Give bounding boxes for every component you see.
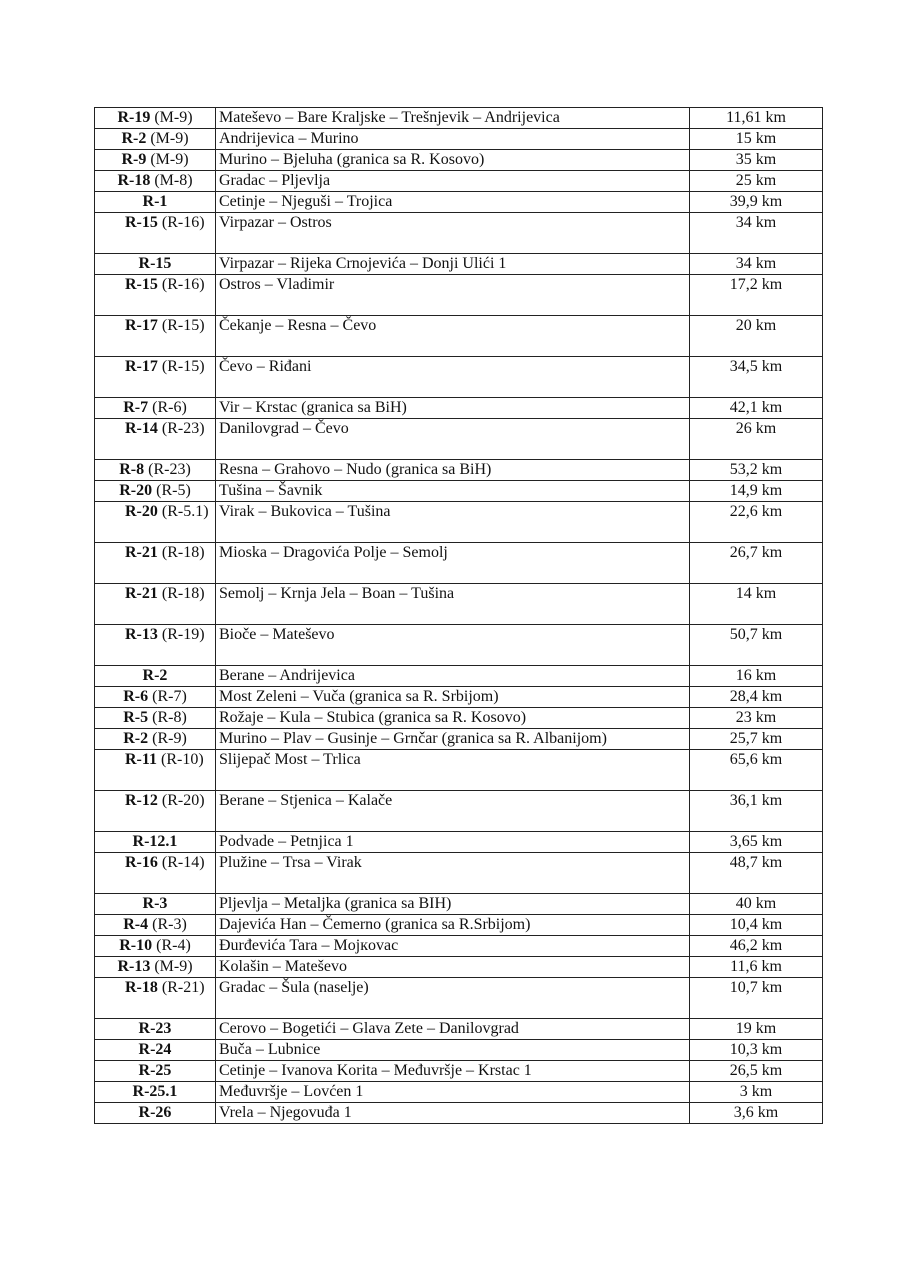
- route-cell: Resna – Grahovo – Nudo (granica sa BiH): [216, 460, 690, 481]
- road-code: R-16: [125, 854, 158, 871]
- length-cell: 34 km: [690, 254, 823, 275]
- route-cell: Most Zeleni – Vuča (granica sa R. Srbijom): [216, 687, 690, 708]
- road-code-cell: [95, 666, 216, 687]
- table-row: [95, 1040, 823, 1061]
- table-row: [95, 978, 823, 1019]
- road-code-cell: [95, 398, 216, 419]
- length-cell: 19 km: [690, 1019, 823, 1040]
- length-cell: 65,6 km: [690, 750, 823, 791]
- length-cell: 35 km: [690, 150, 823, 171]
- table-row: [95, 894, 823, 915]
- route-cell: Danilovgrad – Čevo: [216, 419, 690, 460]
- route-cell: Gradac – Šula (naselje): [216, 978, 690, 1019]
- table-row: [95, 915, 823, 936]
- table-row: [95, 853, 823, 894]
- table-row: [95, 791, 823, 832]
- length-cell: 11,6 km: [690, 957, 823, 978]
- regional-roads-table: [94, 107, 823, 1124]
- road-code-suffix: (R-16): [157, 276, 205, 293]
- road-code-cell: [95, 150, 216, 171]
- length-cell: 10,7 km: [690, 978, 823, 1019]
- road-code: R-2: [123, 730, 149, 747]
- road-code-cell: [95, 1019, 216, 1040]
- road-code-cell: [95, 1082, 216, 1103]
- table-row: [95, 460, 823, 481]
- table-row: [95, 481, 823, 502]
- route-cell: Plužine – Trsa – Virak: [216, 853, 690, 894]
- road-code-suffix: (R-6): [148, 399, 187, 416]
- table-row: [95, 1082, 823, 1103]
- length-cell: 25,7 km: [690, 729, 823, 750]
- road-code-cell: [95, 213, 216, 254]
- length-cell: 28,4 km: [690, 687, 823, 708]
- table-row: [95, 708, 823, 729]
- route-cell: Murino – Plav – Gusinje – Grnčar (granica sa R. Albanijom): [216, 729, 690, 750]
- road-code: R-20: [119, 482, 153, 499]
- table-row: [95, 213, 823, 254]
- road-code: R-17: [125, 358, 158, 375]
- length-cell: 25 km: [690, 171, 823, 192]
- road-code-cell: [95, 729, 216, 750]
- table-row: [95, 750, 823, 791]
- length-cell: 26,7 km: [690, 543, 823, 584]
- road-code: R-19: [117, 109, 151, 126]
- road-code-suffix: (R-23): [157, 420, 205, 437]
- route-cell: Rožaje – Kula – Stubica (granica sa R. Kosovo): [216, 708, 690, 729]
- road-code: R-15: [138, 255, 172, 272]
- route-cell: Ostros – Vladimir: [216, 275, 690, 316]
- length-cell: 15 km: [690, 129, 823, 150]
- length-cell: 39,9 km: [690, 192, 823, 213]
- road-code-suffix: (R-18): [157, 585, 205, 602]
- road-code-cell: [95, 957, 216, 978]
- road-code-cell: [95, 171, 216, 192]
- road-code-suffix: (R-19): [157, 626, 205, 643]
- length-cell: 34 km: [690, 213, 823, 254]
- road-code-cell: [95, 978, 216, 1019]
- length-cell: 53,2 km: [690, 460, 823, 481]
- route-cell: Virpazar – Ostros: [216, 213, 690, 254]
- road-code: R-4: [123, 916, 149, 933]
- table-row: [95, 687, 823, 708]
- road-code: R-25: [138, 1062, 172, 1079]
- route-cell: Čevo – Riđani: [216, 357, 690, 398]
- road-code-cell: [95, 708, 216, 729]
- road-code: R-10: [119, 937, 153, 954]
- route-cell: Dajevića Han – Čemerno (granica sa R.Srbijom): [216, 915, 690, 936]
- route-cell: Cetinje – Ivanova Korita – Međuvršje – Krstac 1: [216, 1061, 690, 1082]
- road-code-cell: [95, 108, 216, 129]
- table-row: [95, 150, 823, 171]
- route-cell: Slijepač Most – Trlica: [216, 750, 690, 791]
- length-cell: 40 km: [690, 894, 823, 915]
- road-code: R-2: [121, 130, 147, 147]
- route-cell: Pljevlja – Metaljka (granica sa BIH): [216, 894, 690, 915]
- route-cell: Andrijevica – Murino: [216, 129, 690, 150]
- table-row: [95, 192, 823, 213]
- route-cell: Gradac – Pljevlja: [216, 171, 690, 192]
- road-code: R-25.1: [132, 1083, 178, 1100]
- route-cell: Mioska – Dragovića Polje – Semolj: [216, 543, 690, 584]
- table-row: [95, 275, 823, 316]
- road-code-suffix: (R-5.1): [157, 503, 209, 520]
- length-cell: 20 km: [690, 316, 823, 357]
- route-cell: Podvade – Petnjica 1: [216, 832, 690, 853]
- length-cell: 26 km: [690, 419, 823, 460]
- length-cell: 22,6 km: [690, 502, 823, 543]
- road-code: R-18: [125, 979, 158, 996]
- length-cell: 14 km: [690, 584, 823, 625]
- road-code-cell: [95, 853, 216, 894]
- route-cell: Buča – Lubnice: [216, 1040, 690, 1061]
- route-cell: Mateševo – Bare Kraljske – Trešnjevik – Andrijevica: [216, 108, 690, 129]
- table-row: [95, 357, 823, 398]
- road-code: R-17: [125, 317, 158, 334]
- road-code-cell: [95, 419, 216, 460]
- road-code-suffix: (R-15): [157, 358, 205, 375]
- length-cell: 23 km: [690, 708, 823, 729]
- road-code-suffix: (M-9): [150, 109, 193, 126]
- road-code-cell: [95, 936, 216, 957]
- road-code-cell: [95, 192, 216, 213]
- road-code-suffix: (R-23): [144, 461, 191, 478]
- table-row: [95, 1061, 823, 1082]
- road-code: R-7: [123, 399, 149, 416]
- road-code: R-26: [138, 1104, 172, 1121]
- table-row: [95, 1103, 823, 1124]
- road-code-cell: [95, 915, 216, 936]
- road-code-suffix: (M-9): [150, 958, 193, 975]
- table-row: [95, 1019, 823, 1040]
- length-cell: 3,6 km: [690, 1103, 823, 1124]
- table-row: [95, 957, 823, 978]
- table-row: [95, 832, 823, 853]
- road-code: R-6: [123, 688, 149, 705]
- route-cell: Čekanje – Resna – Čevo: [216, 316, 690, 357]
- road-code: R-15: [125, 214, 158, 231]
- road-code: R-14: [125, 420, 158, 437]
- table-row: [95, 729, 823, 750]
- road-code-cell: [95, 894, 216, 915]
- route-cell: Virpazar – Rijeka Crnojevića – Donji Ulići 1: [216, 254, 690, 275]
- road-code-cell: [95, 460, 216, 481]
- length-cell: 10,4 km: [690, 915, 823, 936]
- road-code: R-18: [117, 172, 151, 189]
- table-row: [95, 666, 823, 687]
- route-cell: Virak – Bukovica – Tušina: [216, 502, 690, 543]
- length-cell: 14,9 km: [690, 481, 823, 502]
- road-code: R-3: [142, 895, 168, 912]
- length-cell: 16 km: [690, 666, 823, 687]
- length-cell: 46,2 km: [690, 936, 823, 957]
- road-code-cell: [95, 129, 216, 150]
- route-cell: Murino – Bjeluha (granica sa R. Kosovo): [216, 150, 690, 171]
- route-cell: Berane – Stjenica – Kalače: [216, 791, 690, 832]
- table-row: [95, 936, 823, 957]
- road-code-suffix: (R-5): [152, 482, 191, 499]
- road-code: R-8: [119, 461, 145, 478]
- road-code-suffix: (M-8): [150, 172, 193, 189]
- route-cell: Cerovo – Bogetići – Glava Zete – Danilovgrad: [216, 1019, 690, 1040]
- road-code-suffix: (R-8): [148, 709, 187, 726]
- length-cell: 42,1 km: [690, 398, 823, 419]
- route-cell: Vrela – Njegovuđa 1: [216, 1103, 690, 1124]
- road-code: R-24: [138, 1041, 172, 1058]
- road-code-cell: [95, 584, 216, 625]
- length-cell: 10,3 km: [690, 1040, 823, 1061]
- road-code: R-2: [142, 667, 168, 684]
- road-code-suffix: (M-9): [146, 151, 189, 168]
- road-code-cell: [95, 791, 216, 832]
- length-cell: 34,5 km: [690, 357, 823, 398]
- road-code-cell: [95, 687, 216, 708]
- road-code-suffix: (R-9): [148, 730, 187, 747]
- table-row: [95, 254, 823, 275]
- road-code: R-1: [142, 193, 168, 210]
- road-code: R-12: [125, 792, 158, 809]
- length-cell: 11,61 km: [690, 108, 823, 129]
- road-code: R-11: [125, 751, 157, 768]
- length-cell: 48,7 km: [690, 853, 823, 894]
- road-code-suffix: (R-3): [148, 916, 187, 933]
- road-code-cell: [95, 750, 216, 791]
- table-row: [95, 543, 823, 584]
- route-cell: Đurđevića Tara – Mojкovac: [216, 936, 690, 957]
- road-code: R-21: [125, 544, 158, 561]
- road-code-suffix: (M-9): [146, 130, 189, 147]
- road-code: R-21: [125, 585, 158, 602]
- road-code-suffix: (R-20): [157, 792, 205, 809]
- road-code: R-23: [138, 1020, 172, 1037]
- road-code-cell: [95, 1061, 216, 1082]
- road-code-cell: [95, 357, 216, 398]
- road-code-suffix: (R-15): [157, 317, 205, 334]
- route-cell: Međuvršje – Lovćen 1: [216, 1082, 690, 1103]
- road-code: R-13: [125, 626, 158, 643]
- road-code-cell: [95, 1103, 216, 1124]
- road-code: R-15: [125, 276, 158, 293]
- route-cell: Cetinje – Njeguši – Trojica: [216, 192, 690, 213]
- road-code: R-12.1: [132, 833, 178, 850]
- road-code-cell: [95, 481, 216, 502]
- road-code: R-9: [121, 151, 147, 168]
- road-code-cell: [95, 625, 216, 666]
- length-cell: 3,65 km: [690, 832, 823, 853]
- table-row: [95, 398, 823, 419]
- roads-table-body: [95, 108, 823, 1124]
- route-cell: Vir – Krstac (granica sa BiH): [216, 398, 690, 419]
- road-code-suffix: (R-21): [157, 979, 205, 996]
- length-cell: 36,1 km: [690, 791, 823, 832]
- table-row: [95, 316, 823, 357]
- road-code-suffix: (R-16): [157, 214, 205, 231]
- road-code-suffix: (R-18): [157, 544, 205, 561]
- road-code: R-13: [117, 958, 151, 975]
- route-cell: Bioče – Mateševo: [216, 625, 690, 666]
- road-code: R-20: [125, 503, 158, 520]
- table-row: [95, 584, 823, 625]
- route-cell: Semolj – Krnja Jela – Boan – Tušina: [216, 584, 690, 625]
- table-row: [95, 171, 823, 192]
- table-row: [95, 108, 823, 129]
- length-cell: 50,7 km: [690, 625, 823, 666]
- table-row: [95, 419, 823, 460]
- road-code-cell: [95, 316, 216, 357]
- road-code-cell: [95, 254, 216, 275]
- road-code-cell: [95, 1040, 216, 1061]
- table-row: [95, 502, 823, 543]
- road-code-suffix: (R-14): [157, 854, 205, 871]
- length-cell: 3 km: [690, 1082, 823, 1103]
- route-cell: Berane – Andrijevica: [216, 666, 690, 687]
- road-code-cell: [95, 275, 216, 316]
- length-cell: 26,5 km: [690, 1061, 823, 1082]
- route-cell: Tušina – Šavnik: [216, 481, 690, 502]
- road-code-suffix: (R-10): [157, 751, 204, 768]
- length-cell: 17,2 km: [690, 275, 823, 316]
- road-code-cell: [95, 502, 216, 543]
- road-code: R-5: [123, 709, 149, 726]
- road-code-suffix: (R-4): [152, 937, 191, 954]
- table-row: [95, 129, 823, 150]
- road-code-suffix: (R-7): [148, 688, 187, 705]
- road-code-cell: [95, 543, 216, 584]
- route-cell: Kolašin – Mateševo: [216, 957, 690, 978]
- table-row: [95, 625, 823, 666]
- road-code-cell: [95, 832, 216, 853]
